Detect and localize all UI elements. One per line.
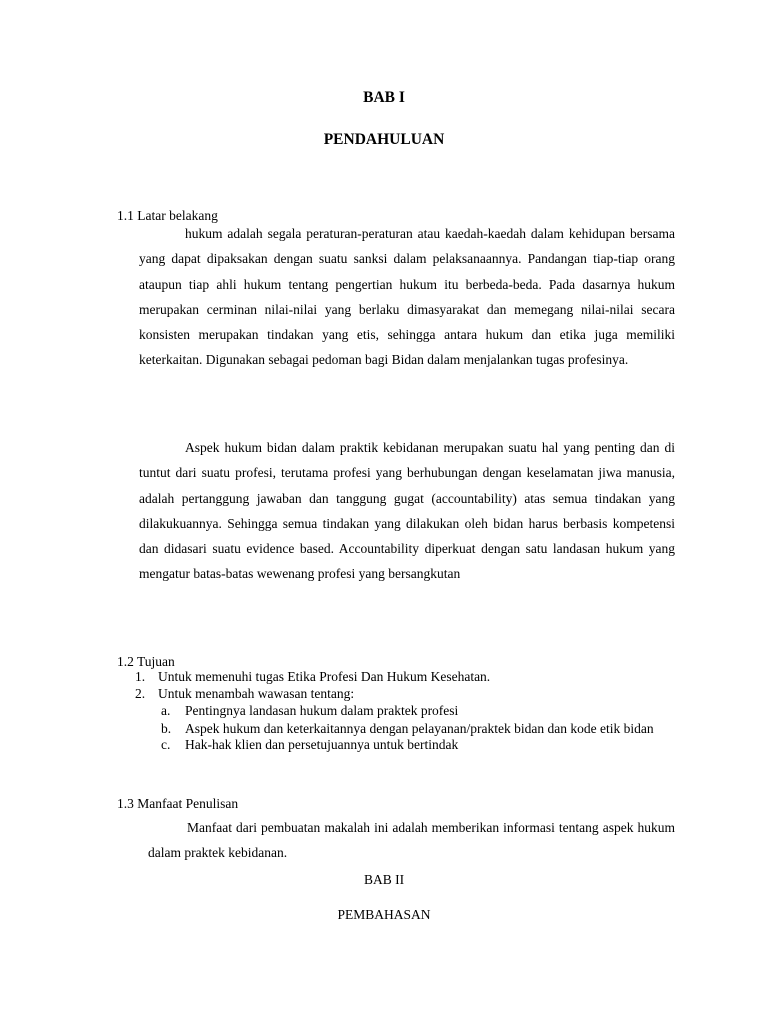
chapter-title-2: PEMBAHASAN bbox=[337, 907, 431, 922]
paragraph-manfaat: Manfaat dari pembuatan makalah ini adalah memberikan informasi tentang aspek hukum dalam praktek kebidanan. bbox=[148, 820, 675, 860]
sublist-item bbox=[161, 737, 675, 754]
list-item bbox=[135, 686, 675, 703]
list-item-text: Untuk memenuhi tugas Etika Profesi Dan Hukum Kesehatan. bbox=[158, 669, 491, 684]
list-item-text: Untuk menambah wawasan tentang: bbox=[158, 685, 355, 701]
paragraph-latar-belakang-2: Aspek hukum bidan dalam praktik kebidanan merupakan suatu hal yang penting dan di tuntut dari suatu profesi, terutama profesi yang berhubungan dengan keselamatan jiwa manusia, adalah pertanggung jawaban dan tanggung gugat (accountability) atas semua tindakan yang dilakukuannya. Sehingga semua tindakan yang dilakukan oleh bidan harus berbasis kompetensi dan didasari suatu evidence based. Accountability diperkuat dengan satu landasan hukum yang mengatur batas-batas wewenang profesi yang bersangkutan bbox=[139, 440, 675, 582]
sublist-item-text: Aspek hukum dan keterkaitannya dengan pelayanan/praktek bidan dan kode etik bidan bbox=[185, 720, 654, 736]
chapter-heading-2: BAB II bbox=[363, 872, 405, 887]
list-marker: 2. bbox=[135, 685, 146, 701]
section-heading-latar-belakang: 1.1 Latar belakang bbox=[117, 208, 218, 223]
section-heading-tujuan: 1.2 Tujuan bbox=[117, 654, 175, 669]
tujuan-list bbox=[135, 669, 675, 702]
chapter-heading: BAB I bbox=[363, 89, 405, 106]
section-heading-manfaat: 1.3 Manfaat Penulisan bbox=[117, 796, 239, 811]
sublist-marker: c. bbox=[161, 736, 171, 752]
sublist-marker: b. bbox=[161, 720, 172, 736]
tujuan-sublist bbox=[161, 703, 675, 753]
paragraph-latar-belakang-1: hukum adalah segala peraturan-peraturan atau kaedah-kaedah dalam kehidupan bersama yang dapat dipaksakan dengan suatu sanksi dalam pelaksanaannya. Pandangan tiap-tiap orang ataupun tiap ahli hukum tentang pengertian hukum itu berbeda-beda. Pada dasarnya hukum merupakan cerminan nilai-nilai yang berlaku dimasyarakat dan memegang nilai-nilai secara konsisten merupakan tindakan yang etis, sehingga antara hukum dan etika juga memiliki keterkaitan. Digunakan sebagai pedoman bagi Bidan dalam menjalankan tugas profesinya. bbox=[139, 226, 675, 368]
sublist-item-text: Pentingnya landasan hukum dalam praktek profesi bbox=[185, 703, 459, 718]
list-marker: 1. bbox=[135, 669, 146, 684]
chapter-title: PENDAHULUAN bbox=[323, 131, 445, 148]
list-item bbox=[135, 669, 675, 686]
sublist-item-text: Hak-hak klien dan persetujuannya untuk bertindak bbox=[185, 736, 459, 752]
sublist-marker: a. bbox=[161, 703, 171, 718]
